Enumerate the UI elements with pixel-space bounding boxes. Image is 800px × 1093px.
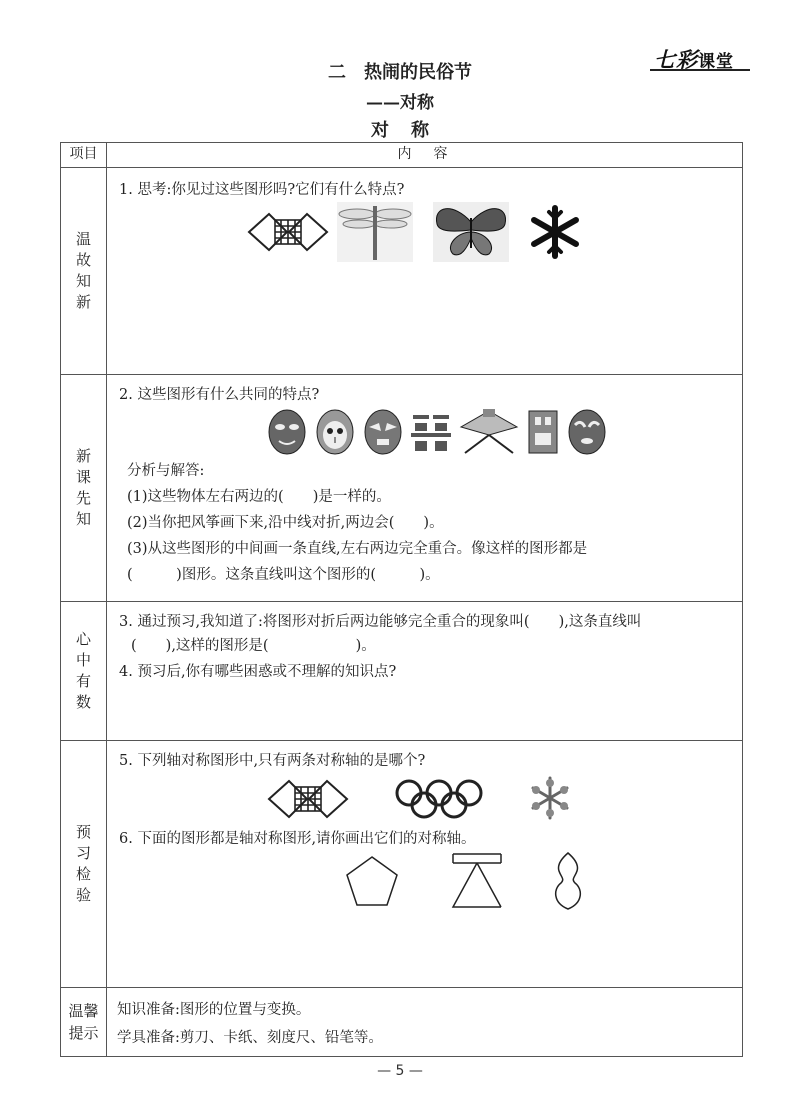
pentagon-icon: [345, 855, 399, 907]
header-item: 项目: [61, 143, 107, 168]
section-label-3-text: 心中有数: [75, 630, 91, 711]
worksheet-table: [60, 142, 743, 1057]
butterfly-icon: [433, 202, 509, 262]
section-label-2-text: 新课先知: [75, 447, 91, 528]
q6-images: [345, 851, 605, 911]
question-5: 5. 下列轴对称图形中,只有两条对称轴的是哪个?: [119, 753, 426, 769]
section-content-1: [107, 168, 743, 375]
snowflake-icon-2: [527, 775, 573, 821]
q5-images: [267, 775, 607, 821]
analysis-line-2: (2)当你把风筝画下来,沿中线对折,两边会( )。: [127, 515, 444, 531]
question-6: 6. 下面的图形都是轴对称图形,请你画出它们的对称轴。: [119, 831, 476, 847]
analysis-line-4: ( )图形。这条直线叫这个图形的( )。: [127, 567, 440, 583]
sub-title: ——对称: [366, 93, 434, 113]
tip-line-1: 知识准备:图形的位置与变换。: [117, 1002, 311, 1018]
brand-logo-b: 课堂: [698, 52, 734, 72]
snowflake-icon: [525, 204, 585, 260]
section-label-2: [61, 375, 107, 602]
q2-images: [267, 407, 647, 459]
gourd-icon: [551, 851, 585, 911]
question-4: 4. 预习后,你有哪些困惑或不理解的知识点?: [119, 664, 397, 680]
question-3-line-1: 3. 通过预习,我知道了:将图形对折后两边能够完全重合的现象叫( ),这条直线叫: [119, 614, 642, 630]
section-content-3: [107, 602, 743, 741]
opera-mask-1-icon: [267, 409, 307, 455]
dragonfly-icon: [337, 202, 413, 262]
tip-line-2: 学具准备:剪刀、卡纸、刻度尺、铅笔等。: [117, 1030, 383, 1046]
opera-mask-2-icon: [315, 409, 355, 455]
section-label-1: [61, 168, 107, 375]
header-content: [107, 143, 743, 168]
analysis-line-1: (1)这些物体左右两边的( )是一样的。: [127, 489, 391, 505]
section-label-5-text: 温馨提示: [68, 1002, 99, 1042]
paper-cut-icon: [525, 409, 561, 455]
chinese-knot-icon-2: [267, 779, 349, 819]
q1-images: [247, 202, 647, 262]
analysis-line-3: (3)从这些图形的中间画一条直线,左右两边完全重合。像这样的图形都是: [127, 541, 588, 557]
opera-mask-4-icon: [567, 409, 607, 455]
question-3-line-2: ( ),这样的图形是( )。: [131, 638, 376, 654]
unit-title: 二 热闹的民俗节: [328, 62, 472, 83]
section-label-3: [61, 602, 107, 741]
question-1: 1. 思考:你见过这些图形吗?它们有什么特点?: [119, 182, 405, 198]
section-content-5: [107, 988, 743, 1057]
section-label-4-text: 预习检验: [75, 823, 91, 904]
section-label-4: [61, 741, 107, 988]
analysis-title: 分析与解答:: [127, 463, 205, 479]
section-content-4: [107, 741, 743, 988]
lesson-title: 对称: [371, 120, 451, 141]
header-content-label: 内 容: [397, 146, 452, 162]
chinese-knot-icon: [247, 212, 329, 252]
section-label-5: [61, 988, 107, 1057]
double-happiness-icon: [411, 411, 451, 453]
triangle-bar-icon: [449, 851, 505, 909]
olympic-rings-icon: [393, 779, 485, 819]
opera-mask-3-icon: [363, 409, 403, 455]
page-number: — 5 —: [377, 1063, 423, 1079]
kite-icon: [459, 407, 519, 457]
section-content-2: [107, 375, 743, 602]
question-2: 2. 这些图形有什么共同的特点?: [119, 387, 320, 403]
section-label-1-text: 温故知新: [75, 230, 91, 311]
brand-logo-a: 七彩: [654, 48, 698, 72]
